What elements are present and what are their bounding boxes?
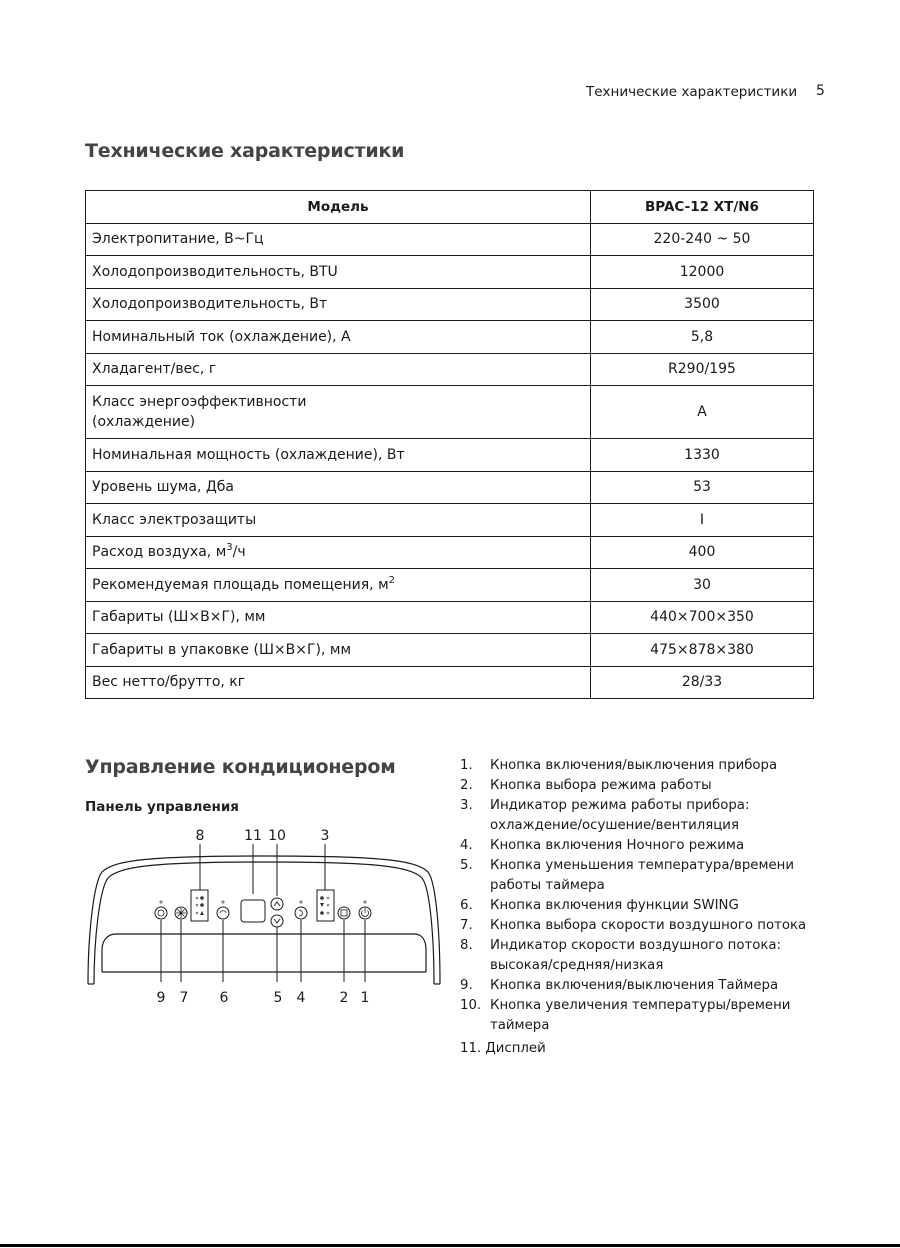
spec-param-text: Рекомендуемая площадь помещения, м xyxy=(92,576,389,593)
spec-param xyxy=(86,223,591,256)
legend-text: Кнопка включения Ночного режима xyxy=(490,838,745,853)
legend-text: Кнопка увеличения температуры/времени таймера xyxy=(490,998,791,1033)
top-callouts xyxy=(196,828,330,844)
control-panel-diagram xyxy=(80,822,450,1012)
table-row xyxy=(86,386,814,439)
running-header: Технические характеристики xyxy=(586,84,798,100)
callout-3: 3 xyxy=(320,828,330,844)
table-row xyxy=(86,471,814,504)
spec-value: 28/33 xyxy=(591,666,814,699)
callout-5: 5 xyxy=(273,990,283,1006)
callout-6: 6 xyxy=(219,990,229,1006)
legend-text: Индикатор режима работы прибора: охлаждение/осушение/вентиляция xyxy=(490,798,750,833)
spec-value: 12000 xyxy=(591,256,814,289)
specs-title: Технические характеристики xyxy=(85,140,405,162)
legend-item xyxy=(460,776,830,796)
spec-table xyxy=(85,190,814,699)
mode-indicator xyxy=(317,890,334,921)
legend-text: Кнопка включения/выключения прибора xyxy=(490,758,778,773)
legend-item xyxy=(460,916,830,936)
table-row xyxy=(86,256,814,289)
temp-up-button[interactable] xyxy=(271,898,283,910)
panel-elements xyxy=(155,890,371,927)
legend-number: 3. xyxy=(460,798,473,813)
spec-value: 53 xyxy=(591,471,814,504)
spec-param xyxy=(86,288,591,321)
fan-speed-button[interactable] xyxy=(175,907,187,919)
legend-text: Кнопка уменьшения температура/времени работы таймера xyxy=(490,858,794,893)
spec-param xyxy=(86,256,591,289)
spec-value: 5,8 xyxy=(591,321,814,354)
callout-1: 1 xyxy=(360,990,370,1006)
night-mode-button[interactable] xyxy=(295,907,307,919)
spec-param xyxy=(86,504,591,537)
table-row xyxy=(86,321,814,354)
legend-item xyxy=(460,976,830,996)
spec-param xyxy=(86,321,591,354)
legend-number: 6. xyxy=(460,898,473,913)
callout-7: 7 xyxy=(179,990,189,1006)
legend-item xyxy=(460,756,830,776)
table-row xyxy=(86,439,814,472)
column-header-model: Модель xyxy=(86,191,591,224)
fan-speed-indicator xyxy=(191,890,208,921)
table-row xyxy=(86,223,814,256)
table-row xyxy=(86,569,814,602)
legend-text: Кнопка включения функции SWING xyxy=(490,898,739,913)
swing-button[interactable] xyxy=(217,907,229,919)
spec-param xyxy=(86,666,591,699)
legend-number: 9. xyxy=(460,978,473,993)
legend-number: 5. xyxy=(460,858,473,873)
callout-8: 8 xyxy=(195,828,205,844)
callout-2: 2 xyxy=(339,990,349,1006)
callout-11: 11 xyxy=(244,828,262,844)
unit-superscript: 3 xyxy=(226,542,233,554)
table-row xyxy=(86,504,814,537)
legend-number: 1. xyxy=(460,758,473,773)
table-row xyxy=(86,353,814,386)
spec-param-text: Электропитание, В~Гц xyxy=(92,231,264,248)
spec-value: 30 xyxy=(591,569,814,602)
spec-param xyxy=(86,569,591,602)
spec-value: 475×878×380 xyxy=(591,634,814,667)
spec-param-text: Номинальный ток (охлаждение), А xyxy=(92,328,351,345)
legend-item xyxy=(460,936,830,976)
temp-down-button[interactable] xyxy=(271,915,283,927)
table-row xyxy=(86,536,814,569)
spec-param xyxy=(86,634,591,667)
footer-rule xyxy=(0,1244,900,1247)
mode-button[interactable] xyxy=(338,907,350,919)
spec-param-text: Уровень шума, Дба xyxy=(92,479,234,496)
spec-param xyxy=(86,353,591,386)
spec-value: R290/195 xyxy=(591,353,814,386)
table-header-row xyxy=(86,191,814,224)
spec-param-text: Расход воздуха, м xyxy=(92,544,227,561)
spec-param-text: Габариты в упаковке (Ш×В×Г), мм xyxy=(92,641,352,658)
unit-superscript: 2 xyxy=(388,574,396,586)
spec-param xyxy=(86,439,591,472)
legend-item xyxy=(460,836,830,856)
legend-number: 4. xyxy=(460,838,473,853)
spec-value: I xyxy=(591,504,814,537)
panel-title: Панель управления xyxy=(85,799,239,815)
column-header-value: BPAC-12 XT/N6 xyxy=(591,191,814,224)
spec-value: 220-240 ~ 50 xyxy=(591,223,814,256)
legend-item xyxy=(460,996,830,1036)
table-row xyxy=(86,601,814,634)
spec-param-text: Номинальная мощность (охлаждение), Вт xyxy=(92,446,405,463)
control-legend-list xyxy=(460,756,830,1058)
table-row xyxy=(86,666,814,699)
spec-param-text: Холодопроизводительность, BTU xyxy=(92,263,338,280)
callout-4: 4 xyxy=(296,990,306,1006)
control-title: Управление кондиционером xyxy=(85,756,396,778)
spec-param-text: Класс электрозащиты xyxy=(92,511,257,528)
legend-text: Кнопка выбора скорости воздушного потока xyxy=(490,918,807,933)
spec-param xyxy=(86,601,591,634)
power-button[interactable] xyxy=(359,907,371,919)
spec-param-text: Класс энергоэффективности (охлаждение) xyxy=(92,394,307,430)
spec-value: A xyxy=(591,386,814,439)
legend-item-display: 11. Дисплей xyxy=(460,1041,546,1056)
spec-param-text: Холодопроизводительность, Вт xyxy=(92,296,328,313)
spec-param xyxy=(86,471,591,504)
spec-param xyxy=(86,536,591,569)
table-row xyxy=(86,288,814,321)
legend-number: 10. xyxy=(460,998,482,1013)
spec-value: 3500 xyxy=(591,288,814,321)
spec-param-text: Вес нетто/брутто, кг xyxy=(92,674,246,691)
table-row xyxy=(86,634,814,667)
unit-suffix: /ч xyxy=(232,544,246,561)
page-number: 5 xyxy=(816,83,825,99)
bottom-callouts xyxy=(157,990,370,1006)
spec-param-text: Габариты (Ш×В×Г), мм xyxy=(92,609,266,626)
legend-text: Кнопка включения/выключения Таймера xyxy=(490,978,779,993)
legend-number: 7. xyxy=(460,918,473,933)
callout-9: 9 xyxy=(156,990,166,1006)
legend-item xyxy=(460,796,830,836)
legend-number: 8. xyxy=(460,938,473,953)
spec-value: 1330 xyxy=(591,439,814,472)
spec-param xyxy=(86,386,591,439)
spec-value: 440×700×350 xyxy=(591,601,814,634)
timer-button[interactable] xyxy=(155,907,167,919)
spec-value: 400 xyxy=(591,536,814,569)
legend-item xyxy=(460,896,830,916)
legend-item xyxy=(460,856,830,896)
legend-number: 2. xyxy=(460,778,473,793)
callout-10: 10 xyxy=(268,828,286,844)
spec-param-text: Хладагент/вес, г xyxy=(92,361,217,378)
legend-text: Индикатор скорости воздушного потока: высокая/средняя/низкая xyxy=(490,938,781,973)
legend-text: Кнопка выбора режима работы xyxy=(490,778,712,793)
display xyxy=(241,900,265,922)
